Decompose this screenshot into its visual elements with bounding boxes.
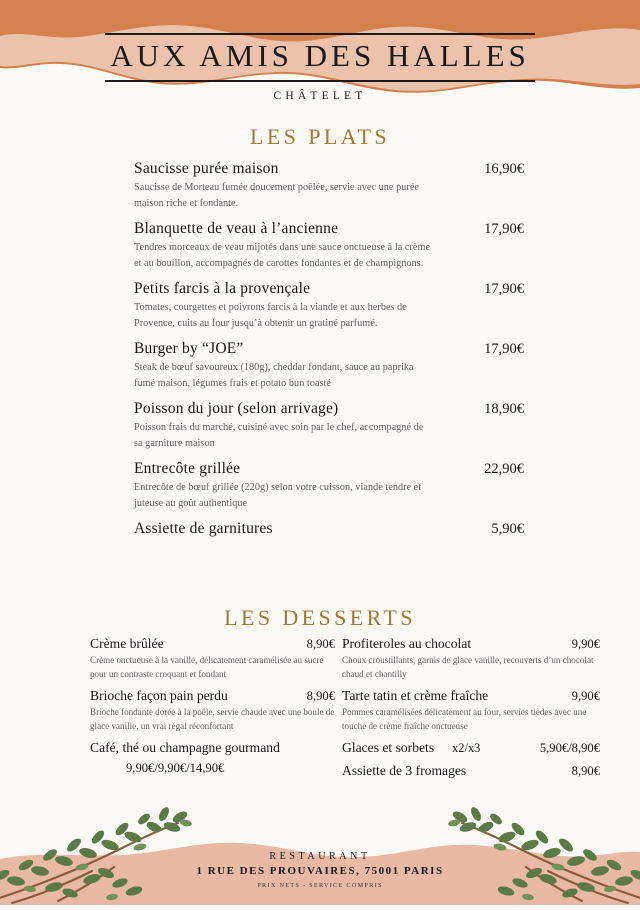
page-subtitle: CHÂTELET xyxy=(273,90,367,102)
menu-item xyxy=(134,400,524,451)
menu-item xyxy=(134,340,524,391)
menu-item-description: Poisson frais du marché, cuisiné avec soin par le chef, accompagné de sa garniture maison xyxy=(134,422,424,449)
menu-item-description: Crème onctueuse à la vanille, délicatement caramélisée au sucre pour un contraste croquant et fondant xyxy=(90,655,324,679)
menu-item-name: Glaces et sorbets xyxy=(342,740,435,756)
menu-item-price: 8,90€ xyxy=(306,637,335,651)
menu-item-name: Assiette de garnitures xyxy=(134,520,273,537)
menu-item xyxy=(134,520,524,538)
menu-item-name: Profiteroles au chocolat xyxy=(342,636,472,651)
menu-item xyxy=(134,460,524,511)
menu-item-description: Steak de bœuf savoureux (180g), cheddar fondant, sauce au paprika fumé maison, légumes frais et potato bun toasté xyxy=(134,362,414,389)
menu-item-description: Brioche fondante dorée à la poêle, servie chaude avec une boule de glace vanille, un vrai régal réconfortant xyxy=(90,707,335,731)
title-rule-bottom xyxy=(105,80,535,82)
menu-item-name: Petits farcis à la provençale xyxy=(134,280,311,297)
menu-item-description: Tomates, courgettes et poivrons farcis à la viande et aux herbes de Provence, cuits au four jusqu’à obtenir un gratiné parfumé. xyxy=(134,302,407,329)
menu-item-name: Crème brûlée xyxy=(90,636,164,651)
menu-item-name: Café, thé ou champagne gourmand xyxy=(90,740,280,756)
menu-item-price: 9,90€ xyxy=(571,689,600,704)
menu-item xyxy=(134,220,524,271)
menu-item-name: Poisson du jour (selon arrivage) xyxy=(134,400,339,417)
menu-item-name: Brioche façon pain perdu xyxy=(90,688,228,704)
menu-item-name: Blanquette de veau à l’ancienne xyxy=(134,220,339,237)
menu-item-price: 5,90€/8,90€ xyxy=(539,741,600,756)
menu-item-price: 22,90€ xyxy=(484,461,524,477)
menu-item xyxy=(90,636,335,681)
menu-item-price: 8,90€ xyxy=(306,689,335,704)
menu-item-name: Tarte tatin et crème fraîche xyxy=(342,688,489,704)
footer-address: 1 RUE DES PROUVAIRES, 75001 PARIS xyxy=(196,865,444,877)
menu-item-price: 8,90€ xyxy=(571,764,600,779)
menu-item-price: 9,90€/9,90€/14,90€ xyxy=(126,761,225,776)
header xyxy=(0,0,640,130)
menu-item-description: Tendres morceaux de veau mijotés dans une sauce onctueuse à la crème et au bouillon, accompagnés de carottes fondantes et de champignons. xyxy=(134,242,431,269)
footer-restaurant-label: RESTAURANT xyxy=(269,851,371,862)
menu-item-name: Assiette de 3 fromages xyxy=(342,763,467,779)
title-rule-top xyxy=(105,33,535,35)
menu-item-description: Entrecôte de bœuf grillée (220g) selon votre cuisson, viande tendre et juteuse au goût authentique xyxy=(134,482,422,509)
menu-item xyxy=(342,636,600,681)
menu-item xyxy=(90,740,335,776)
section-heading-desserts: LES DESSERTS xyxy=(224,605,416,630)
menu-item xyxy=(134,280,524,331)
menu-item-name: Saucisse purée maison xyxy=(134,160,279,177)
menu-item-price: 18,90€ xyxy=(484,401,524,417)
menu-item-price: 9,90€ xyxy=(571,637,600,651)
desserts-column-right xyxy=(342,636,600,786)
menu-item-price: 17,90€ xyxy=(484,281,524,297)
menu-item xyxy=(134,160,524,211)
page-title: AUX AMIS DES HALLES xyxy=(110,38,530,73)
menu-item-description: Choux croustillants, garnis de glace vanille, recouverts d’un chocolat chaud et chantilly xyxy=(342,655,594,679)
menu-item-price: 17,90€ xyxy=(484,221,524,237)
menu-item-price: 16,90€ xyxy=(484,161,524,177)
footer xyxy=(0,851,640,889)
menu-item xyxy=(90,688,335,733)
menu-item-price: 17,90€ xyxy=(484,341,524,357)
menu-item xyxy=(342,688,600,733)
menu-item-name: Burger by “JOE” xyxy=(134,340,244,357)
menu-item-name: Entrecôte grillée xyxy=(134,460,241,477)
menu-item-description: Saucisse de Morteau fumée doucement poêlée, servie avec une purée maison riche et fondante. xyxy=(134,182,419,209)
menu-item-description: Pommes caramélisées délicatement au four, servies tièdes avec une touche de crème fraîche onctueuse xyxy=(342,707,587,731)
menu-item xyxy=(342,763,600,779)
desserts-column-left xyxy=(90,636,335,783)
footer-note: PRIX NETS - SERVICE COMPRIS xyxy=(257,882,383,889)
menu-item-quantity: x2/x3 xyxy=(452,741,481,756)
menu-item-price: 5,90€ xyxy=(491,521,524,537)
section-heading-plats: LES PLATS xyxy=(249,124,390,149)
plats-list xyxy=(134,160,524,547)
menu-item xyxy=(342,740,600,756)
